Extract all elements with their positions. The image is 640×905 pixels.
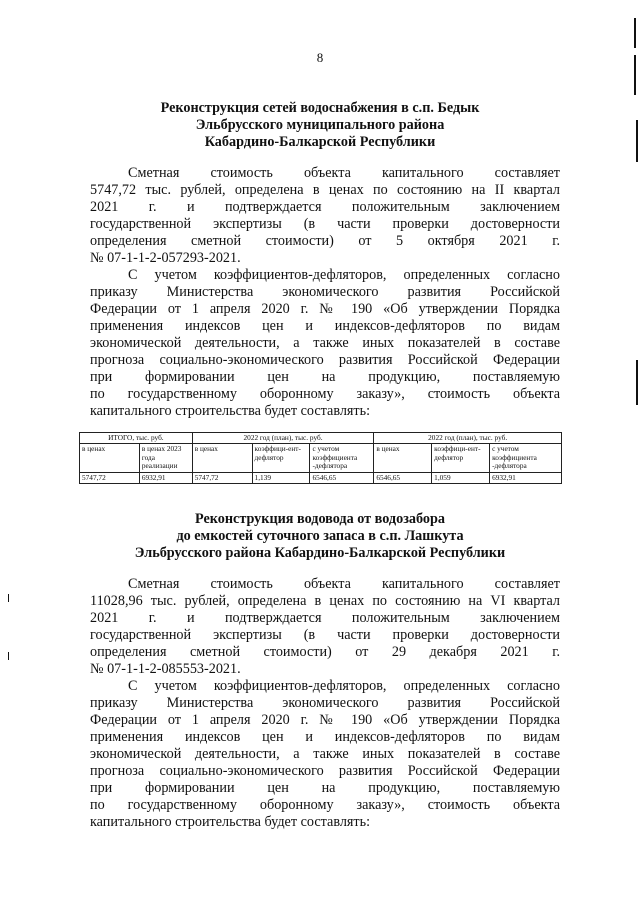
text-line: капитального строительства будет составлять: <box>90 814 371 830</box>
section1-deflator-paragraph <box>90 267 560 420</box>
text-line: экономической деятельности, а также иных показателей в составе <box>90 335 560 351</box>
table-group-header-row <box>80 433 562 444</box>
table-header-cell: в ценах <box>80 444 140 472</box>
text-line: Сметная стоимость объекта капитального составляет <box>128 576 560 592</box>
heading-line: Эльбрусского района Кабардино-Балкарской Республики <box>134 545 506 561</box>
text-line: при формировании цен на продукцию, поставляемую <box>90 369 560 385</box>
text-line: Федерации от 1 апреля 2020 г. № 190 «Об утверждении Порядка <box>90 301 560 317</box>
text-line: по государственному оборонному заказу», стоимость объекта <box>90 386 560 402</box>
heading-line: до емкостей суточного запаса в с.п. Лашкута <box>176 528 464 544</box>
table-header-cell: коэффици-ент-дефлятор <box>252 444 310 472</box>
section2-deflator-paragraph <box>90 678 560 831</box>
table-header-cell: 2022 год (план), тыс. руб. <box>192 433 374 444</box>
text-line: применения индексов цен и индексов-дефляторов по видам <box>90 729 560 745</box>
text-line: № 07-1-1-2-057293-2021. <box>90 250 241 266</box>
scan-edge-mark <box>8 594 9 602</box>
table-header-cell: коэффици-ент-дефлятор <box>432 444 490 472</box>
text-line: 2021 г. и подтверждается положительным заключением <box>90 199 560 215</box>
text-line: приказу Министерства экономического развития Российской <box>90 695 560 711</box>
scan-edge-mark <box>8 652 9 660</box>
page-number: 8 <box>316 50 324 65</box>
table-header-cell: 2022 год (план), тыс. руб. <box>374 433 562 444</box>
table-header-cell: с учетом коэффициента -дефлятора <box>310 444 374 472</box>
text-line: С учетом коэффициентов-дефляторов, определенных согласно <box>128 678 560 694</box>
table-column-header-row <box>80 444 562 472</box>
table-cell: 1,139 <box>252 472 310 483</box>
text-line: 2021 г. и подтверждается положительным заключением <box>90 610 560 626</box>
table-cell: 1,059 <box>432 472 490 483</box>
text-line: применения индексов цен и индексов-дефляторов по видам <box>90 318 560 334</box>
text-line: при формировании цен на продукцию, поставляемую <box>90 780 560 796</box>
scan-edge-mark <box>634 55 636 95</box>
table-cell: 5747,72 <box>80 472 140 483</box>
table-header-cell: в ценах <box>374 444 432 472</box>
table-cell: 6546,65 <box>374 472 432 483</box>
scan-edge-mark <box>634 18 636 48</box>
text-line: приказу Министерства экономического развития Российской <box>90 284 560 300</box>
table-header-cell: в ценах 2023 года реализации <box>139 444 192 472</box>
text-line: государственной экспертизы (в части проверки достоверности <box>90 216 560 232</box>
text-line: экономической деятельности, а также иных показателей в составе <box>90 746 560 762</box>
section2-heading <box>80 511 560 562</box>
text-line: определения сметной стоимости) от 29 декабря 2021 г. <box>90 644 560 660</box>
heading-line: Эльбрусского муниципального района <box>195 117 445 133</box>
text-line: капитального строительства будет составлять: <box>90 403 371 419</box>
text-line: прогноза социально-экономического развития Российской Федерации <box>90 352 560 368</box>
table-cell: 6546,65 <box>310 472 374 483</box>
text-line: С учетом коэффициентов-дефляторов, определенных согласно <box>128 267 560 283</box>
table-cell: 5747,72 <box>192 472 252 483</box>
text-line: 11028,96 тыс. рублей, определена в ценах по состоянию на VI квартал <box>90 593 560 609</box>
heading-line: Кабардино-Балкарской Республики <box>204 134 436 150</box>
cost-table <box>79 432 562 484</box>
table-header-cell: в ценах <box>192 444 252 472</box>
heading-line: Реконструкция водовода от водозабора <box>195 511 445 527</box>
text-line: Федерации от 1 апреля 2020 г. № 190 «Об утверждении Порядка <box>90 712 560 728</box>
scan-edge-mark <box>636 120 638 162</box>
section1-cost-paragraph <box>90 165 560 267</box>
text-line: прогноза социально-экономического развития Российской Федерации <box>90 763 560 779</box>
text-line: № 07-1-1-2-085553-2021. <box>90 661 241 677</box>
table-cell: 6932,91 <box>139 472 192 483</box>
text-line: 5747,72 тыс. рублей, определена в ценах по состоянию на II квартал <box>90 182 560 198</box>
table-row <box>80 472 562 483</box>
heading-line: Реконструкция сетей водоснабжения в с.п. Бедык <box>160 100 480 116</box>
table-header-cell: с учетом коэффициента -дефлятора <box>490 444 562 472</box>
text-line: по государственному оборонному заказу», стоимость объекта <box>90 797 560 813</box>
scan-edge-mark <box>636 360 638 405</box>
text-line: государственной экспертизы (в части проверки достоверности <box>90 627 560 643</box>
text-line: Сметная стоимость объекта капитального составляет <box>128 165 560 181</box>
section1-heading <box>80 100 560 151</box>
table-header-cell: ИТОГО, тыс. руб. <box>80 433 193 444</box>
section2-cost-paragraph <box>90 576 560 678</box>
text-line: определения сметной стоимости) от 5 октября 2021 г. <box>90 233 560 249</box>
table-cell: 6932,91 <box>490 472 562 483</box>
